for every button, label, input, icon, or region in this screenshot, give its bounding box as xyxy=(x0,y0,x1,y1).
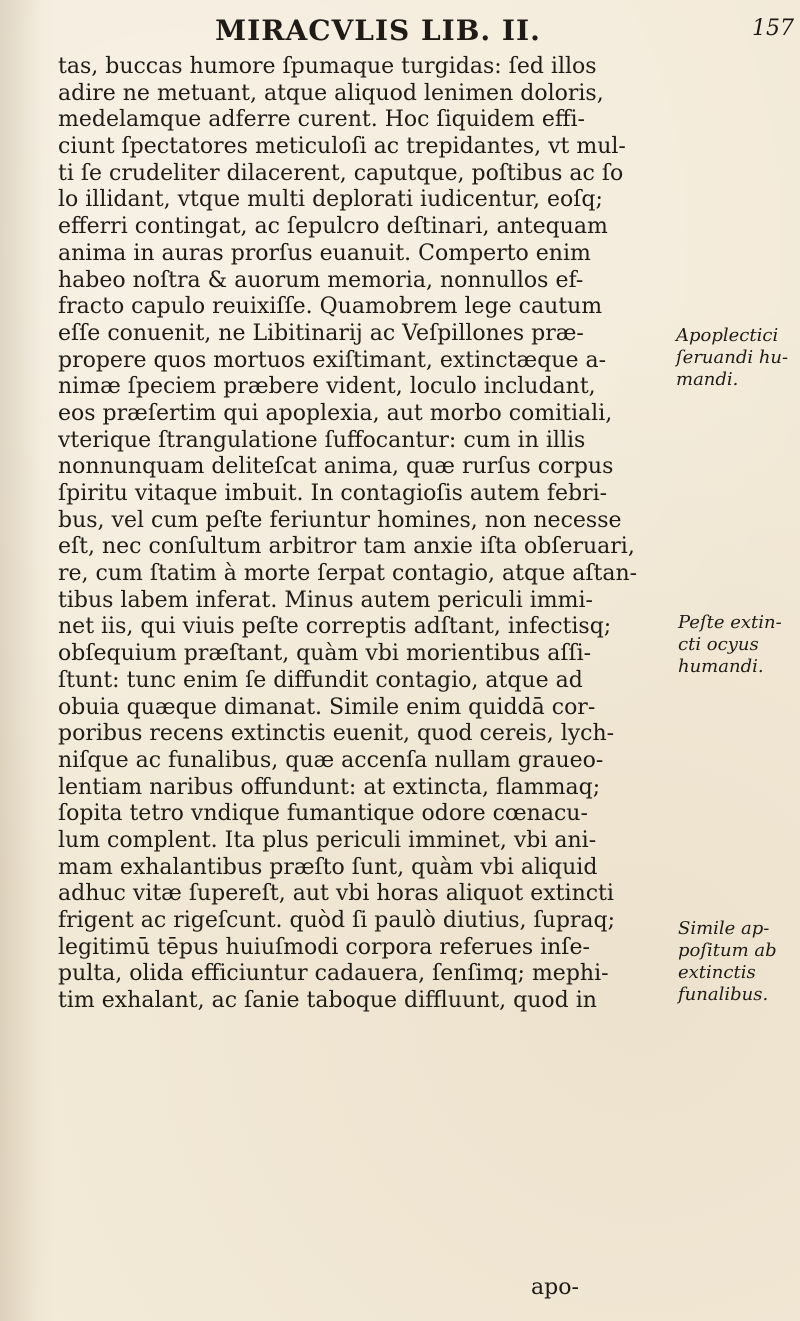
text-line: tim exhalant, ac ſanie taboque diffluunt, quod in xyxy=(58,988,597,1014)
text-line: frigent ac rigeſcunt. quòd ſi paulò diutius, ſupraq; xyxy=(58,908,616,933)
text-line: fracto capulo reuixiſſe. Quamobrem lege cautum xyxy=(58,294,603,320)
text-line: lum complent. Ita plus periculi imminet, vbi ani- xyxy=(58,827,597,853)
marginal-note-peste xyxy=(678,612,782,678)
text-line: tibus labem inferat. Minus autem periculi immi- xyxy=(58,587,593,613)
catchword: apo- xyxy=(531,1275,579,1300)
marginal-line: Peſte extin- xyxy=(678,612,782,633)
text-line: nonnunquam deliteſcat anima, quæ rurſus corpus xyxy=(58,454,614,480)
text-line: obſequium præſtant, quàm vbi morientibus aſſi- xyxy=(58,641,592,667)
text-line: ſtunt: tunc enim ſe diffundit contagio, atque ad xyxy=(58,667,583,693)
text-line: lentiam naribus offundunt: at extincta, flammaq; xyxy=(58,774,601,800)
text-line: anima in auras prorſus euanuit. Comperto enim xyxy=(58,240,591,266)
text-line: adhuc vitæ ſupereſt, aut vbi horas aliquot extincti xyxy=(58,881,614,907)
text-line: ciunt ſpectatores meticuloſi ac trepidantes, vt mul- xyxy=(58,134,626,160)
text-line: ſopita tetro vndique fumantique odore cœnacu- xyxy=(58,801,588,827)
page-header xyxy=(0,8,800,50)
running-head: MIRACVLIS LIB. II. xyxy=(215,14,541,47)
marginal-note-apoplectici xyxy=(676,325,788,391)
text-line: tas, buccas humore ſpumaque turgidas: ſed illos xyxy=(58,54,597,79)
text-line: mam exhalantibus præſto ſunt, quàm vbi aliquid xyxy=(58,854,598,880)
text-line: efferri contingat, ac ſepulcro deſtinari, antequam xyxy=(58,214,608,240)
text-line: eſt, nec conſultum arbitror tam anxie iſta obſeruari, xyxy=(58,534,635,560)
text-line: ti ſe crudeliter dilacerent, caputque, poſtibus ac ſo xyxy=(58,160,624,186)
text-line: obuia quæque dimanat. Simile enim quiddā cor- xyxy=(58,694,596,720)
text-line: legitimū tēpus huiuſmodi corpora referues inſe- xyxy=(58,934,590,960)
marginal-line: humandi. xyxy=(678,656,764,677)
marginal-line: Simile ap- xyxy=(678,918,770,939)
text-line: medelamque adferre curent. Hoc ſiquidem effi- xyxy=(58,107,585,133)
marginal-line: extinctis xyxy=(678,962,756,983)
marginal-line: poſitum ab xyxy=(678,940,777,961)
text-line: eos præſertim qui apoplexia, aut morbo comitiali, xyxy=(58,400,613,426)
text-line: poribus recens extinctis euenit, quod cereis, lych- xyxy=(58,721,615,747)
marginal-line: mandi. xyxy=(676,369,739,390)
marginal-line: cti ocyus xyxy=(678,634,759,655)
marginal-line: ſeruandi hu- xyxy=(676,347,789,368)
text-line: niſque ac funalibus, quæ accenſa nullam graueo- xyxy=(58,747,604,773)
text-line: ſpiritu vitaque imbuit. In contagioſis autem febri- xyxy=(58,481,608,506)
text-line: net iis, qui viuis peſte correptis adſtant, infectisq; xyxy=(58,614,612,640)
marginal-note-simile xyxy=(678,918,777,1006)
main-text-block xyxy=(58,54,668,1015)
text-line: re, cum ſtatim à morte ſerpat contagio, atque aſtan- xyxy=(58,561,638,587)
marginal-line: funalibus. xyxy=(678,984,769,1005)
text-line: lo illidant, vtque multi deplorati iudicentur, eoſq; xyxy=(58,187,603,213)
text-line: eſſe conuenit, ne Libitinarij ac Veſpillones præ- xyxy=(58,320,584,346)
text-line: bus, vel cum peſte feriuntur homines, non necesse xyxy=(58,507,622,533)
text-line: pulta, olida efficiuntur cadauera, ſenſimq; mephi- xyxy=(58,961,609,987)
binding-shadow xyxy=(0,0,54,1321)
text-line: propere quos mortuos exiſtimant, extinctæque a- xyxy=(58,347,607,373)
text-line: adire ne metuant, atque aliquod lenimen doloris, xyxy=(58,80,604,106)
text-line: nimæ ſpeciem præbere vident, loculo includant, xyxy=(58,374,596,400)
text-line: vterique ſtrangulatione ſuffocantur: cum in illis xyxy=(58,427,586,453)
text-line: habeo noſtra & auorum memoria, nonnullos ef- xyxy=(58,267,584,293)
marginal-line: Apoplectici xyxy=(676,325,779,346)
page-number: 157 xyxy=(752,16,794,41)
